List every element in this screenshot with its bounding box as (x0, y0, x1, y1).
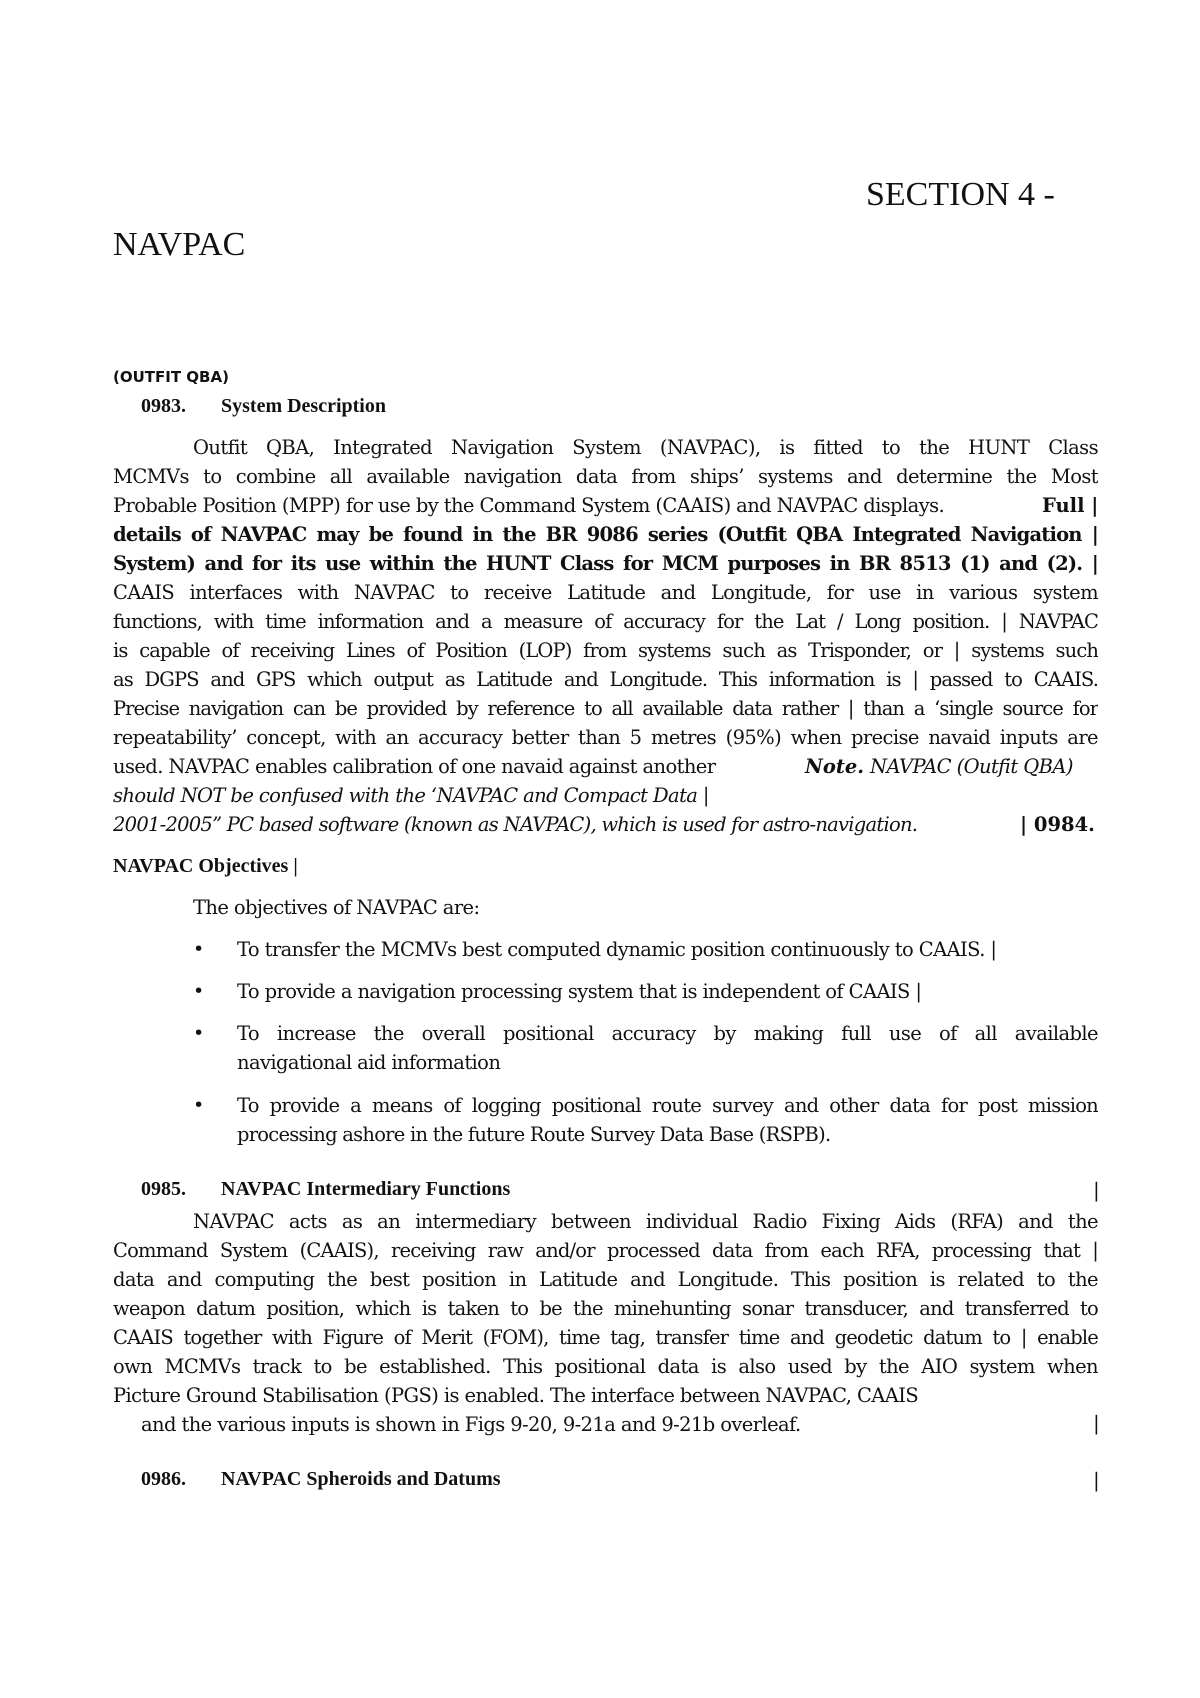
para-line: data and computing the best position in Latitude and Longitude. This position is related to the (113, 1268, 1098, 1291)
para-line: is capable of receiving Lines of Position (LOP) from systems such as Trisponder, or | systems such (113, 639, 1098, 662)
para-line-bold: Full | (1042, 494, 1099, 517)
bullet-item: To transfer the MCMVs best computed dynamic position continuously to CAAIS. | (237, 938, 997, 961)
para-line: CAAIS together with Figure of Merit (FOM), time tag, transfer time and geodetic datum to | enable (113, 1326, 1098, 1349)
para-line: Probable Position (MPP) for use by the Command System (CAAIS) and NAVPAC displays. (113, 494, 945, 517)
para-line: NAVPAC acts as an intermediary between individual Radio Fixing Aids (RFA) and the (193, 1210, 1098, 1233)
outfit-label: (OUTFIT QBA) (113, 368, 229, 386)
para-number-0986: 0986. (141, 1468, 186, 1490)
note-label: Note. (805, 755, 865, 778)
para-line: Command System (CAAIS), receiving raw and/or processed data from each RFA, processing that | (113, 1239, 1098, 1262)
para-line: MCMVs to combine all available navigation data from ships’ systems and determine the Most (113, 465, 1098, 488)
para-number-0985: 0985. (141, 1178, 186, 1200)
change-bar: | (1093, 1411, 1100, 1435)
para-line-bold: details of NAVPAC may be found in the BR 9086 series (Outfit QBA Integrated Navigation | (113, 523, 1098, 546)
bullet-item: To increase the overall positional accuracy by making full use of all available (237, 1022, 1098, 1045)
change-bar: | (1093, 1178, 1100, 1202)
note-text: 2001-2005” PC based software (known as NAVPAC), which is used for astro-navigation. (113, 813, 918, 836)
para-line: repeatability’ concept, with an accuracy better than 5 metres (95%) when precise navaid inputs are (113, 726, 1098, 749)
objectives-intro: The objectives of NAVPAC are: (193, 896, 480, 919)
heading-intermediary-functions: NAVPAC Intermediary Functions (221, 1178, 511, 1200)
bullet-icon: • (193, 1094, 205, 1116)
para-line-bold: System) and for its use within the HUNT Class for MCM purposes in BR 8513 (1) and (2). | (113, 552, 1098, 575)
para-number-0984: | 0984. (1020, 813, 1095, 836)
para-line: weapon datum position, which is taken to be the minehunting sonar transducer, and transferred to (113, 1297, 1098, 1320)
change-bar: | (1093, 1468, 1100, 1492)
bullet-icon: • (193, 1022, 205, 1044)
para-line: Precise navigation can be provided by reference to all available data rather | than a ‘single source for (113, 697, 1098, 720)
para-line: as DGPS and GPS which output as Latitude and Longitude. This information is | passed to CAAIS. (113, 668, 1098, 691)
note-text: should NOT be confused with the ‘NAVPAC and Compact Data | (113, 784, 709, 807)
para-number-0983: 0983. (141, 395, 186, 417)
para-line: functions, with time information and a measure of accuracy for the Lat / Long position. | NAVPAC (113, 610, 1098, 633)
para-line: and the various inputs is shown in Figs 9-20, 9-21a and 9-21b overleaf. (141, 1413, 801, 1436)
para-line: Picture Ground Stabilisation (PGS) is enabled. The interface between NAVPAC, CAAIS (113, 1384, 919, 1407)
bullet-icon: • (193, 980, 205, 1002)
heading-system-description: System Description (221, 395, 386, 417)
para-line: used. NAVPAC enables calibration of one navaid against another (113, 755, 716, 778)
para-line: CAAIS interfaces with NAVPAC to receive Latitude and Longitude, for use in various system (113, 581, 1098, 604)
note-text: NAVPAC (Outfit QBA) (870, 755, 1073, 778)
heading-navpac-objectives: NAVPAC Objectives | (113, 855, 298, 877)
bullet-item: To provide a means of logging positional route survey and other data for post mission (237, 1094, 1098, 1117)
bullet-item: To provide a navigation processing system that is independent of CAAIS | (237, 980, 922, 1003)
para-line: Outfit QBA, Integrated Navigation System (NAVPAC), is fitted to the HUNT Class (193, 436, 1098, 459)
bullet-icon: • (193, 938, 205, 960)
heading-spheroids-datums: NAVPAC Spheroids and Datums (221, 1468, 501, 1490)
bullet-item-cont: processing ashore in the future Route Survey Data Base (RSPB). (237, 1123, 831, 1146)
section-title: SECTION 4 - (866, 176, 1055, 213)
bullet-item-cont: navigational aid information (237, 1051, 501, 1074)
para-line: own MCMVs track to be established. This positional data is also used by the AIO system when (113, 1355, 1098, 1378)
section-name: NAVPAC (113, 226, 246, 263)
